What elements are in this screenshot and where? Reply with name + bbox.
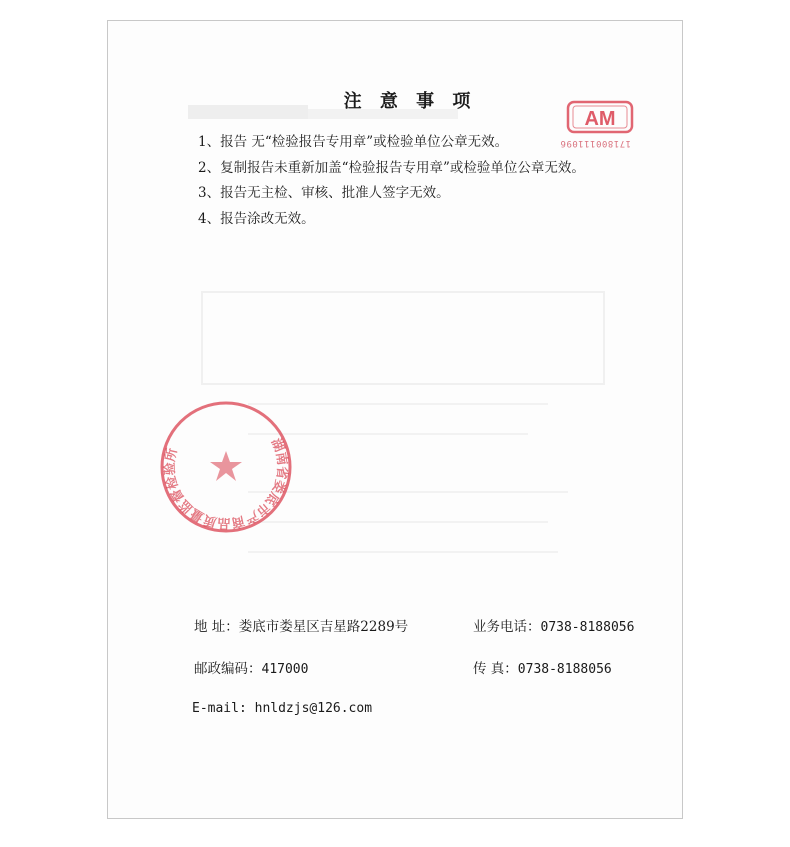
fax-label: 传 真：	[473, 661, 518, 677]
bleed-through-mark	[248, 551, 558, 553]
official-seal-stamp	[158, 399, 294, 535]
business-phone-row	[473, 615, 634, 635]
fax-value: 0738-8188056	[517, 662, 612, 677]
am-certification-stamp	[566, 100, 634, 134]
address-row	[194, 615, 408, 635]
address-value: 娄底市娄星区吉星路2289号	[238, 619, 409, 635]
notice-rule: 2、复制报告未重新加盖“检验报告专用章”或检验单位公章无效。	[198, 159, 585, 176]
notice-rules-list	[198, 130, 585, 232]
notice-title: 注 意 事 项	[343, 91, 477, 112]
postcode-label: 邮政编码：	[194, 661, 262, 677]
email-label: E-mail:	[192, 701, 247, 716]
notice-rule: 1、报告 无“检验报告专用章”或检验单位公章无效。	[198, 134, 509, 150]
business-phone-label: 业务电话：	[473, 619, 541, 635]
email-row	[192, 701, 372, 716]
am-certificate-number: 171800111096	[560, 138, 632, 148]
notice-rule: 4、报告涂改无效。	[198, 210, 315, 227]
notice-rule: 3、报告无主检、审核、批准人签字无效。	[198, 185, 450, 201]
am-mark-text: AM	[584, 108, 616, 130]
bleed-through-box	[201, 291, 605, 385]
postcode-row	[194, 657, 308, 677]
postcode-value: 417000	[261, 662, 309, 677]
fax-row	[473, 657, 612, 677]
address-label: 地 址：	[194, 619, 239, 635]
business-phone-value: 0738-8188056	[540, 620, 635, 635]
document-page	[107, 20, 683, 819]
seal-text: 湖南省娄底市产商品质量监督检验所	[162, 436, 290, 531]
bleed-through-mark	[248, 491, 568, 493]
email-value: hnldzjs@126.com	[254, 701, 373, 716]
